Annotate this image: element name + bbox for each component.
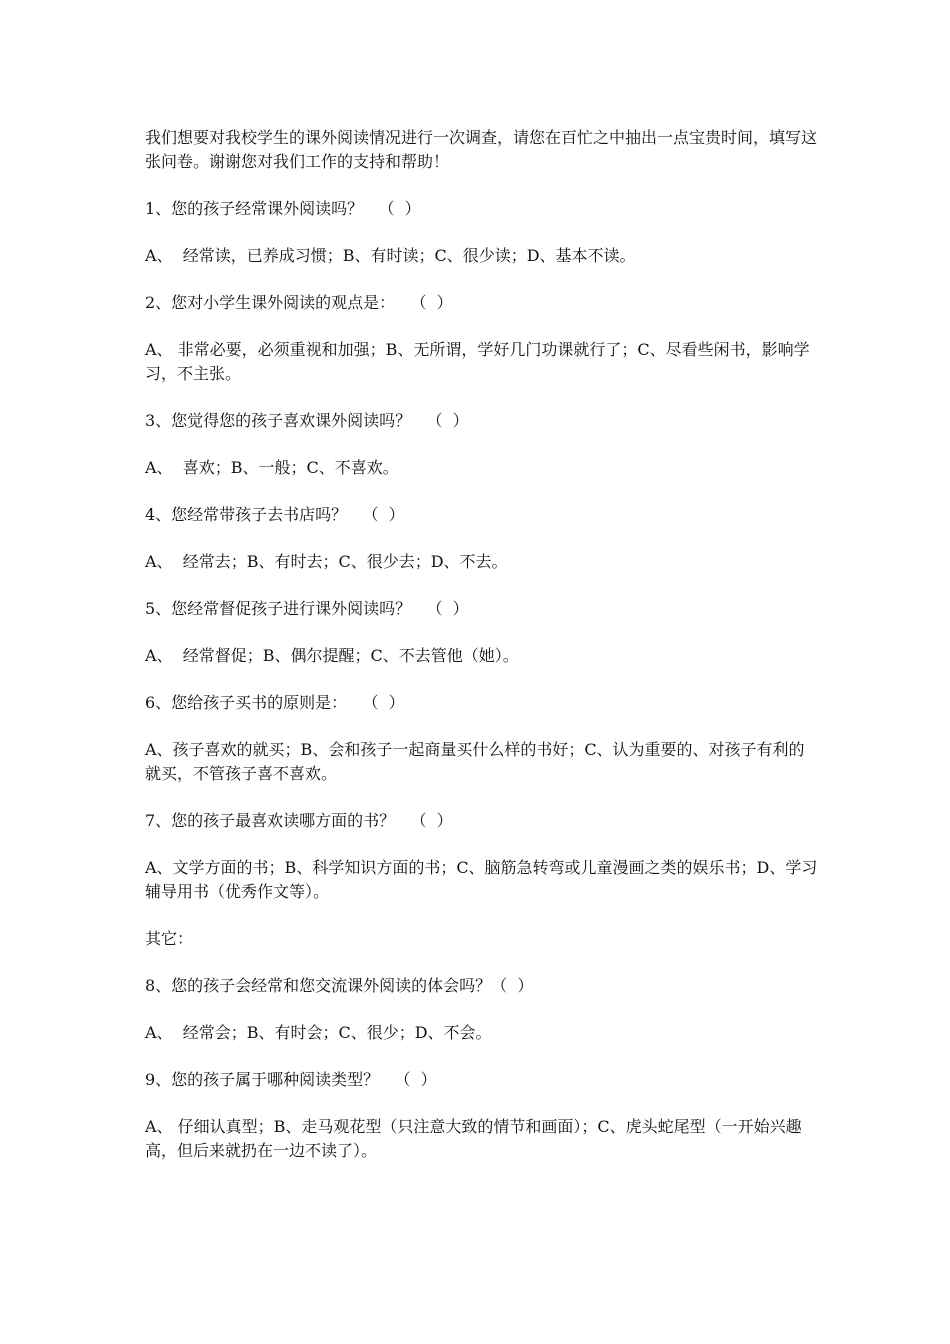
intro-paragraph: 我们想要对我校学生的课外阅读情况进行一次调查，请您在百忙之中抽出一点宝贵时间，填写这张问卷。谢谢您对我们工作的支持和帮助！ (145, 128, 818, 171)
question-9: 9、您的孩子属于哪种阅读类型？ （ ） (145, 1070, 437, 1089)
answer-options-1: A、 经常读，已养成习惯；B、有时读；C、很少读；D、基本不读。 (145, 246, 636, 265)
answer-options-5: A、 经常督促；B、偶尔提醒；C、不去管他（她）。 (145, 646, 519, 665)
answer-options-8: A、 经常会；B、有时会；C、很少；D、不会。 (145, 1023, 492, 1042)
question-4: 4、您经常带孩子去书店吗？ （ ） (145, 505, 405, 524)
answer-options-2: A、 非常必要，必须重视和加强；B、无所谓，学好几门功课就行了；C、尽看些闲书，影响学习，不主张。 (145, 340, 810, 383)
question-5: 5、您经常督促孩子进行课外阅读吗？ （ ） (145, 599, 469, 618)
survey-document (145, 126, 820, 1186)
answer-options-3: A、 喜欢；B、一般；C、不喜欢。 (145, 458, 399, 477)
answer-options-7: A、文学方面的书；B、科学知识方面的书；C、脑筋急转弯或儿童漫画之类的娱乐书；D、学习辅导用书（优秀作文等）。 (145, 858, 818, 901)
other-label: 其它： (145, 929, 194, 948)
question-3: 3、您觉得您的孩子喜欢课外阅读吗？ （ ） (145, 411, 469, 430)
question-1: 1、您的孩子经常课外阅读吗？ （ ） (145, 199, 421, 218)
question-2: 2、您对小学生课外阅读的观点是： （ ） (145, 293, 453, 312)
answer-options-6: A、孩子喜欢的就买；B、会和孩子一起商量买什么样的书好；C、认为重要的、对孩子有利的就买，不管孩子喜不喜欢。 (145, 740, 805, 783)
question-8: 8、您的孩子会经常和您交流课外阅读的体会吗？（ ） (145, 976, 534, 995)
question-6: 6、您给孩子买书的原则是： （ ） (145, 693, 405, 712)
question-7: 7、您的孩子最喜欢读哪方面的书？ （ ） (145, 811, 453, 830)
answer-options-4: A、 经常去；B、有时去；C、很少去；D、不去。 (145, 552, 508, 571)
answer-options-9: A、 仔细认真型；B、走马观花型（只注意大致的情节和画面）；C、虎头蛇尾型（一开始兴趣高，但后来就扔在一边不读了）。 (145, 1117, 802, 1160)
